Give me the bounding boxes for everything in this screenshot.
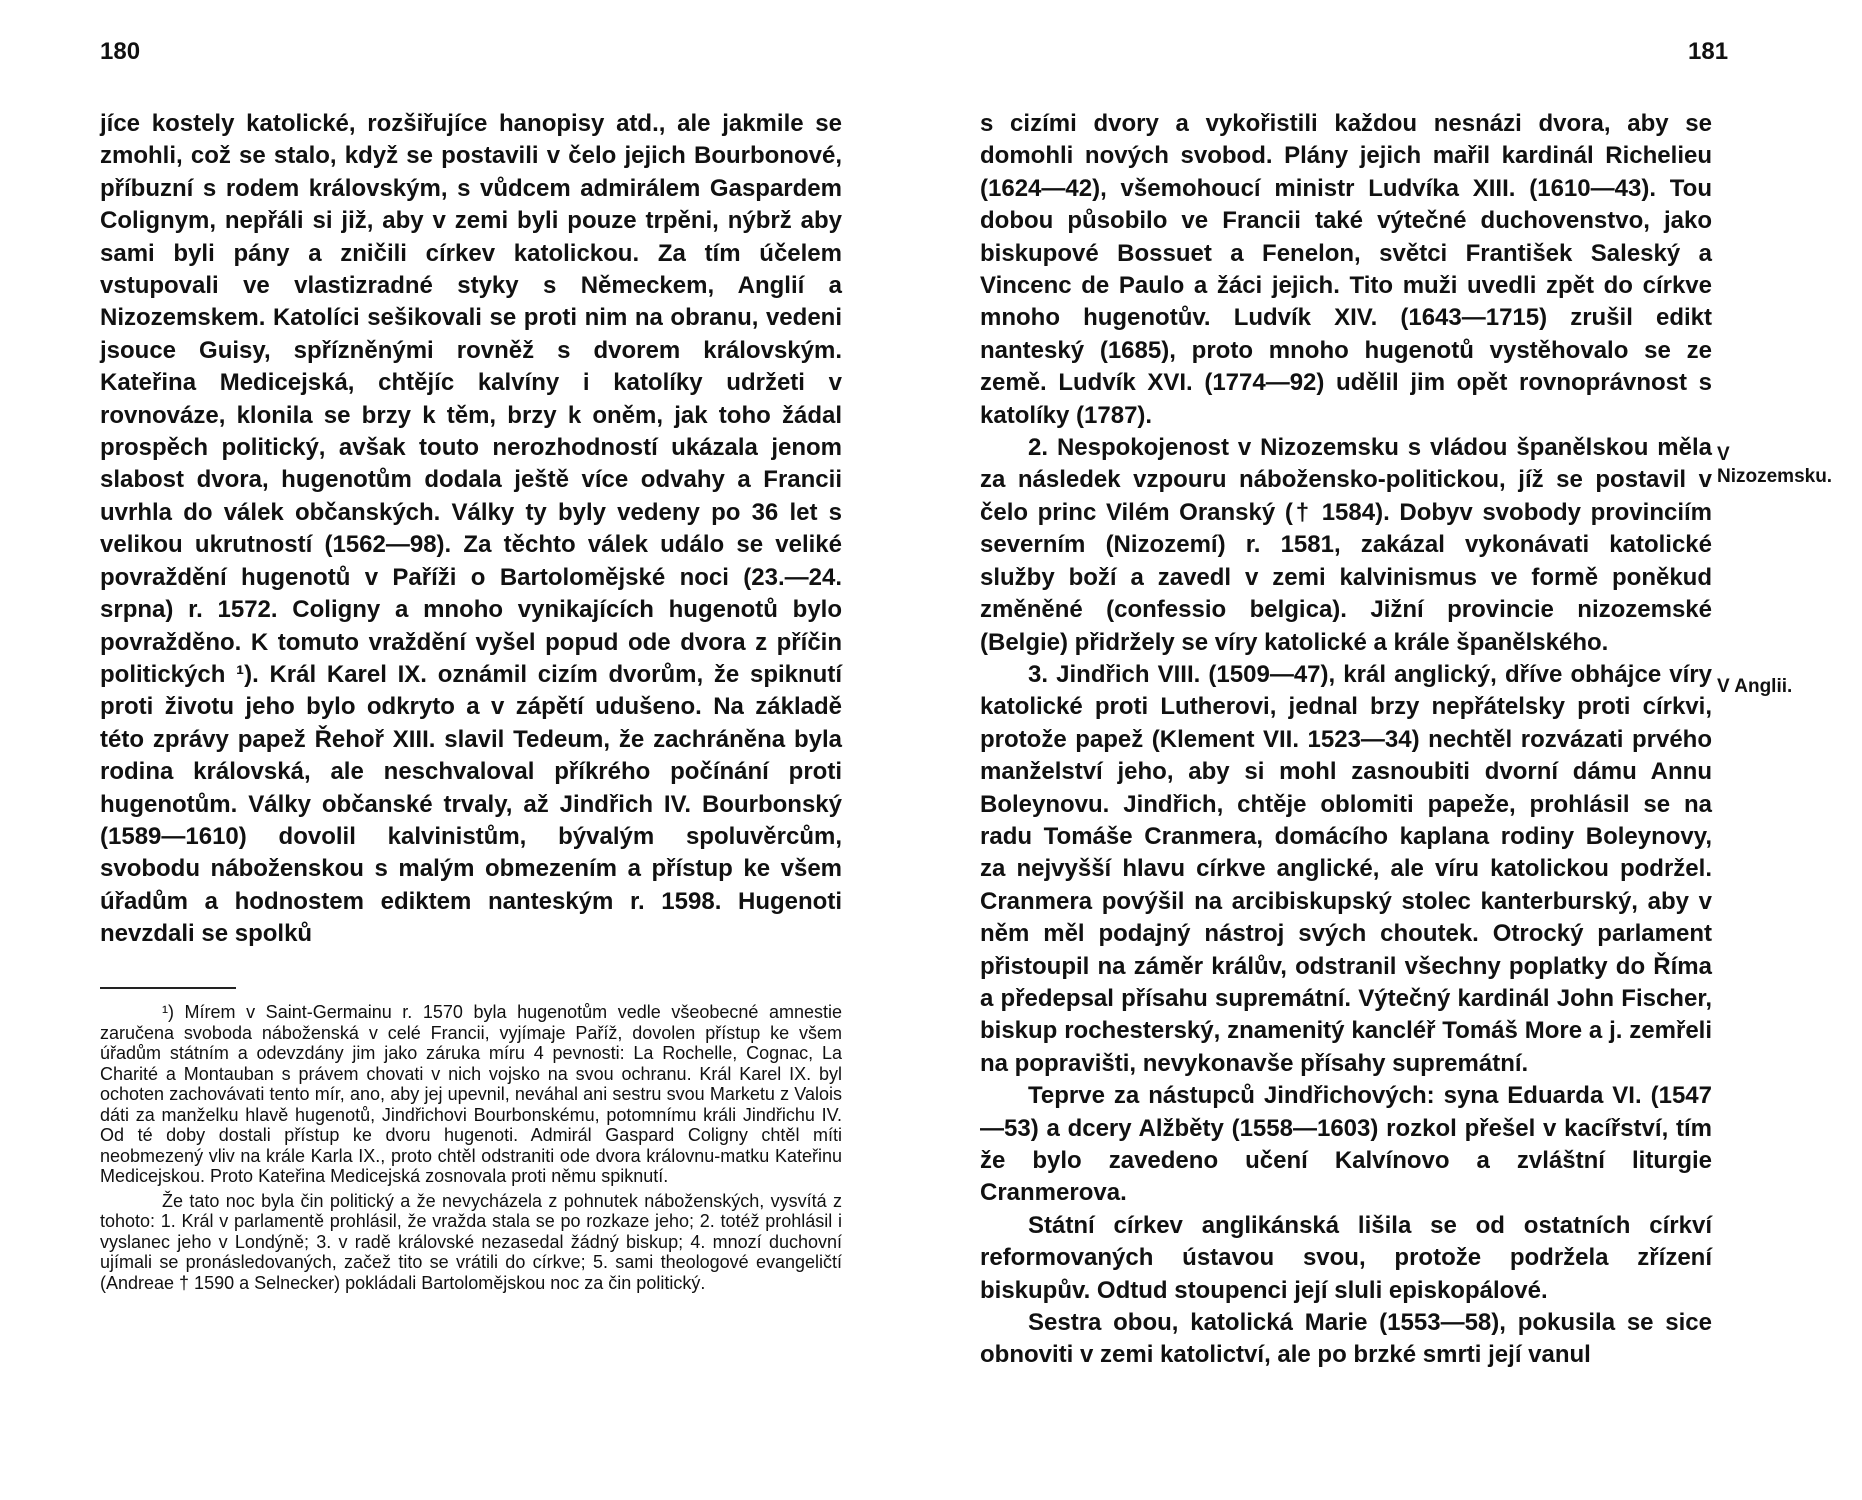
margin-note-anglii: V Anglii.: [1717, 676, 1793, 697]
paragraph: s cizími dvory a vykořistili každou nesnázi dvora, aby se domohli nových svobod. Plány jejich mařil kardinál Richelieu (1624—42), všemohoucí ministr Ludvíka XIII. (1610—43). Tou dobou působilo ve Francii také výtečné duchovenstvo, jako biskupové Bossuet a Fenelon, světci František Saleský a Vincenc de Paulo a žáci jejich. Tito muži uvedli zpět do církve mnoho hugenotův. Ludvík XIV. (1643—1715) zrušil edikt nanteský (1685), proto mnoho hugenotů vystěhovalo se ze země. Ludvík XVI. (1774—92) udělil jim opět rovnoprávnost s katolíky (1787).: [980, 110, 1712, 429]
paragraph: Státní církev anglikánská lišila se od ostatních církví reformovaných ústavou svou, protože podržela zřízení biskupův. Odtud stoupenci její sluli episkopálové.: [980, 1211, 1712, 1304]
body-text: [980, 108, 1712, 1372]
margin-note-nizozemsku: V Nizozemsku.: [1717, 444, 1833, 487]
footnote: ¹) Mírem v Saint-Germainu r. 1570 byla hugenotům vedle všeobecné amnestie zaručena svoboda náboženská v celé Francii, vyjímaje Paříž, dovolen přístup ke všem úřadům státním a odevzdány jim jako záruka míru 4 pevnosti: La Rochelle, Cognac, La Charité a Montauban s právem chovati v nich vojsko na svou ochranu. Král Karel IX. byl ochoten zachovávati tento mír, ano, aby jej upevnil, neváhal ani sestru svou Marketu z Valois dáti za manželku hlavě hugenotů, Jindřichovi Bourbonskému, potomnímu králi Jindřichu IV. Od té doby dostali přístup ke dvoru hugenoti. Admirál Gaspard Coligny chtěl míti neobmezený vliv na krále Karla IX., proto chtěl odstraniti ode dvora královnu-matku Kateřinu Medicejskou. Proto Kateřina Medicejská zosnovala proti němu spiknutí.: [100, 1002, 842, 1186]
paragraph: jíce kostely katolické, rozšiřujíce hanopisy atd., ale jakmile se zmohli, což se stalo, když se postavili v čelo jejich Bourbonové, příbuzní s rodem královským, s vůdcem admirálem Gaspardem Colignym, nepřáli si již, aby v zemi byli pouze trpěni, nýbrž aby sami byli pány a zničili církev katolickou. Za tím účelem vstupovali ve vlastizradné styky s Německem, Anglií a Nizozemskem. Katolíci sešikovali se proti nim na obranu, vedeni jsouce Guisy, spřízněnými rovněž s dvorem královským. Kateřina Medicejská, chtějíc kalvíny i katolíky udržeti v rovnováze, klonila se brzy k těm, brzy k oněm, jak toho žádal prospěch politický, avšak touto nerozhodností ukázala jenom slabost dvora, hugenotům dodala ještě více odvahy a Francii uvrhla do válek občanských. Války ty byly vedeny po 36 let s velikou ukrutností (1562—98). Za těchto válek událo se veliké povraždění hugenotů v Paříži o Bartolomějské noci (23.—24. srpna) r. 1572. Coligny a mnoho vynikajících hugenotů bylo povražděno. K tomuto vraždění vyšel popud ode dvora z příčin politických ¹). Král Karel IX. oznámil cizím dvorům, že spiknutí proti životu jeho bylo odkryto a v zápětí udušeno. Na základě této zprávy papež Řehoř XIII. slavil Tedeum, že zachráněna byla rodina královská, ale neschvaloval příkrého počínání proti hugenotům. Války občanské trvaly, až Jindřich IV. Bourbonský (1589—1610) dovolil kalvinistům, bývalým spoluvěrcům, svobodu náboženskou s malým obmezením a přístup ke všem úřadům a hodnostem ediktem nanteským r. 1598. Hugenoti nevzdali se spolků: [100, 110, 842, 948]
footnote: Že tato noc byla čin politický a že nevycházela z pohnutek náboženských, vysvítá z tohoto: 1. Král v parlamentě prohlásil, že vražda stala se po rozkaze jeho; 2. totéž prohlásil i vyslanec jeho v Londýně; 3. v radě královské nezasedal žádný biskup; 4. mnozí duchovní ujímali se pronásledovaných, začež tito se vrátili do církve; 5. sami theologové evangeličtí (Andreae † 1590 a Selnecker) pokládali Bartolomějskou noc za čin politický.: [100, 1190, 842, 1293]
paragraph: Sestra obou, katolická Marie (1553—58), pokusila se sice obnoviti v zemi katolictví, ale po brzké smrti její vanul: [980, 1309, 1712, 1369]
paragraph: 2. Nespokojenost v Nizozemsku s vládou španělskou měla za následek vzpouru nábožensko-politickou, jíž se postavil v čelo princ Vilém Oranský († 1584). Dobyv svobody provinciím severním (Nizozemí) r. 1581, zakázal vykonávati katolické služby boží a zavedl v zemi kalvinismus ve formě poněkud změněné (confessio belgica). Jižní provincie nizozemské (Belgie) přidržely se víry katolické a krále španělského.: [980, 434, 1712, 656]
body-text: [100, 108, 842, 951]
page-number: 181: [1688, 38, 1729, 65]
footnotes: [100, 1002, 842, 1293]
right-page: [931, 0, 1862, 1500]
paragraph: 3. Jindřich VIII. (1509—47), král anglický, dříve obhájce víry katolické proti Lutherovi, jednal brzy nepřátelsky proti církvi, protože papež (Klement VII. 1523—34) nechtěl rozvázati prvého manželství jeho, aby si mohl zasnoubiti dvorní dámu Annu Boleynovu. Jindřich, chtěje oblomiti papeže, prohlásil se na radu Tomáše Cranmera, domácího kaplana rodiny Boleynovy, za nejvyšší hlavu církve anglické, ale víru katolickou podržel. Cranmera povýšil na arcibiskupský stolec kanterburský, aby v něm měl podajný nástroj svých choutek. Otrocký parlament přistoupil na záměr králův, odstranil všechny poplatky do Říma a předepsal přísahu supremátní. Výtečný kardinál John Fischer, biskup rochesterský, znamenitý kancléř Tomáš More a j. zemřeli na popravišti, nevykonavše přísahy supremátní.: [980, 660, 1712, 1077]
footnote-separator: [100, 987, 236, 989]
page-number: 180: [100, 38, 141, 65]
paragraph: Teprve za nástupců Jindřichových: syna Eduarda VI. (1547—53) a dcery Alžběty (1558—1603) rozkol přešel v kacířství, tím že bylo zavedeno učení Kalvínovo a zvláštní liturgie Cranmerova.: [980, 1082, 1712, 1207]
